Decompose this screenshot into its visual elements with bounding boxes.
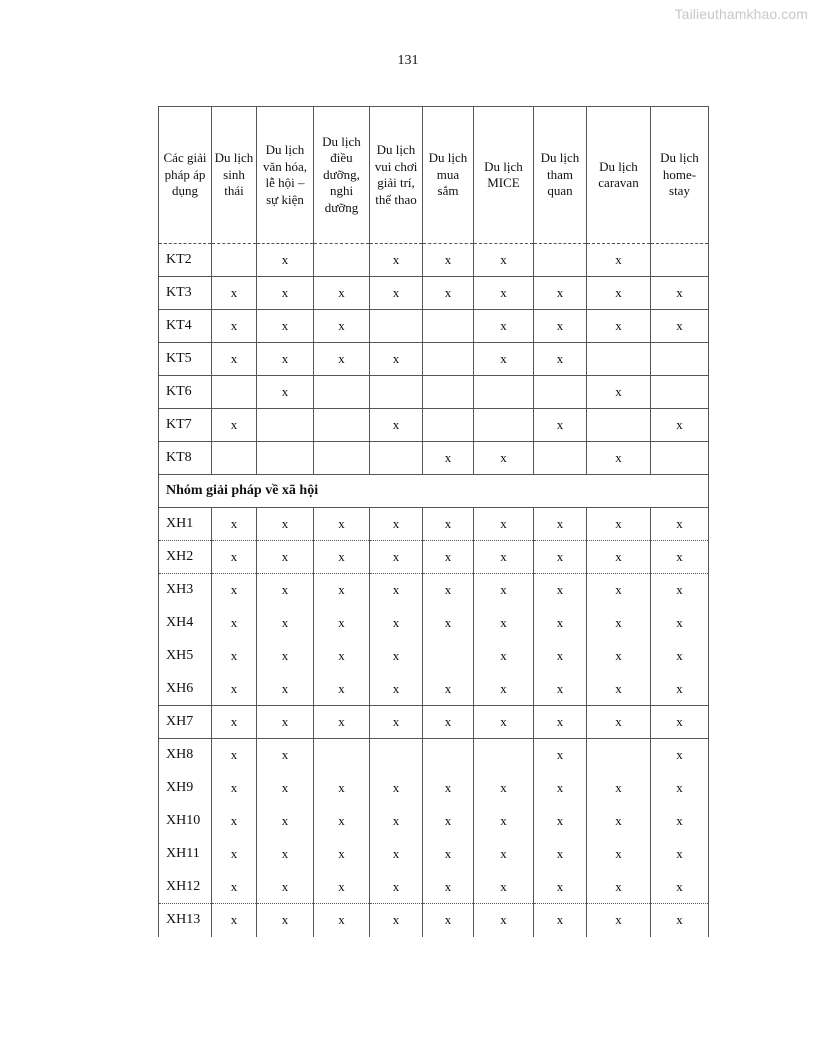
table-row	[159, 904, 709, 937]
applicability-cell: x	[370, 409, 423, 442]
applicability-cell: x	[423, 607, 474, 640]
applicability-cell	[534, 376, 587, 409]
applicability-cell: x	[587, 310, 651, 343]
applicability-cell: x	[651, 508, 709, 541]
table-row	[159, 277, 709, 310]
applicability-cell: x	[474, 574, 534, 607]
row-label: XH7	[159, 706, 212, 739]
applicability-cell	[651, 244, 709, 277]
applicability-cell: x	[212, 343, 257, 376]
applicability-cell: x	[314, 838, 370, 871]
applicability-cell: x	[314, 706, 370, 739]
applicability-cell: x	[587, 805, 651, 838]
applicability-cell: x	[587, 871, 651, 904]
applicability-cell: x	[314, 508, 370, 541]
applicability-cell: x	[651, 871, 709, 904]
applicability-cell: x	[587, 277, 651, 310]
applicability-cell: x	[370, 673, 423, 706]
applicability-cell: x	[212, 871, 257, 904]
applicability-cell: x	[587, 706, 651, 739]
applicability-cell: x	[314, 277, 370, 310]
applicability-cell	[651, 376, 709, 409]
header-cell: Du lịch điều dưỡng, nghi dưỡng	[314, 107, 370, 244]
table-row	[159, 805, 709, 838]
applicability-cell: x	[423, 541, 474, 574]
applicability-cell	[534, 244, 587, 277]
header-cell: Du lịch mua sắm	[423, 107, 474, 244]
applicability-cell: x	[534, 805, 587, 838]
applicability-cell: x	[212, 277, 257, 310]
row-label: XH2	[159, 541, 212, 574]
table-row	[159, 739, 709, 772]
applicability-cell: x	[212, 739, 257, 772]
applicability-cell	[370, 739, 423, 772]
applicability-cell: x	[257, 541, 314, 574]
applicability-cell: x	[474, 607, 534, 640]
applicability-cell: x	[257, 904, 314, 937]
row-label: XH8	[159, 739, 212, 772]
header-cell: Du lịch tham quan	[534, 107, 587, 244]
applicability-cell: x	[212, 904, 257, 937]
applicability-cell: x	[423, 772, 474, 805]
applicability-cell: x	[423, 805, 474, 838]
applicability-cell	[257, 409, 314, 442]
applicability-cell	[212, 442, 257, 475]
row-label: XH6	[159, 673, 212, 706]
applicability-cell	[423, 310, 474, 343]
applicability-cell: x	[212, 706, 257, 739]
applicability-cell: x	[212, 640, 257, 673]
applicability-cell: x	[474, 805, 534, 838]
applicability-cell: x	[423, 904, 474, 937]
applicability-cell: x	[257, 673, 314, 706]
applicability-cell	[651, 343, 709, 376]
applicability-cell: x	[314, 343, 370, 376]
applicability-cell: x	[257, 244, 314, 277]
row-label: XH12	[159, 871, 212, 904]
applicability-cell: x	[474, 244, 534, 277]
applicability-cell	[257, 442, 314, 475]
applicability-cell: x	[212, 310, 257, 343]
table-row	[159, 343, 709, 376]
applicability-cell: x	[587, 904, 651, 937]
applicability-cell: x	[474, 838, 534, 871]
applicability-cell: x	[314, 640, 370, 673]
applicability-cell: x	[314, 805, 370, 838]
applicability-cell	[370, 376, 423, 409]
applicability-cell: x	[534, 871, 587, 904]
applicability-cell	[587, 739, 651, 772]
row-label: XH5	[159, 640, 212, 673]
applicability-cell: x	[474, 904, 534, 937]
applicability-cell: x	[423, 508, 474, 541]
applicability-cell: x	[474, 508, 534, 541]
table-row	[159, 772, 709, 805]
applicability-cell	[314, 442, 370, 475]
applicability-cell: x	[587, 541, 651, 574]
row-label: KT3	[159, 277, 212, 310]
applicability-cell: x	[257, 376, 314, 409]
applicability-cell: x	[474, 310, 534, 343]
header-cell: Các giải pháp áp dụng	[159, 107, 212, 244]
applicability-cell	[212, 244, 257, 277]
applicability-cell: x	[651, 706, 709, 739]
applicability-cell	[423, 739, 474, 772]
applicability-cell: x	[314, 310, 370, 343]
applicability-cell: x	[651, 772, 709, 805]
applicability-cell	[587, 343, 651, 376]
applicability-cell: x	[257, 508, 314, 541]
applicability-cell: x	[370, 541, 423, 574]
row-label: KT4	[159, 310, 212, 343]
applicability-cell: x	[534, 574, 587, 607]
applicability-cell: x	[534, 772, 587, 805]
applicability-cell: x	[212, 508, 257, 541]
applicability-cell: x	[587, 640, 651, 673]
applicability-cell: x	[423, 673, 474, 706]
applicability-cell: x	[534, 739, 587, 772]
applicability-cell: x	[314, 871, 370, 904]
applicability-cell	[314, 409, 370, 442]
applicability-cell: x	[212, 409, 257, 442]
applicability-cell: x	[534, 673, 587, 706]
table-row	[159, 409, 709, 442]
table-row	[159, 640, 709, 673]
applicability-cell: x	[474, 442, 534, 475]
applicability-cell: x	[370, 607, 423, 640]
row-label: XH4	[159, 607, 212, 640]
table-row	[159, 673, 709, 706]
applicability-cell	[314, 376, 370, 409]
applicability-cell: x	[257, 706, 314, 739]
table-row	[159, 541, 709, 574]
applicability-cell: x	[370, 805, 423, 838]
applicability-cell: x	[474, 772, 534, 805]
row-label: XH13	[159, 904, 212, 937]
applicability-cell: x	[423, 277, 474, 310]
row-label: XH9	[159, 772, 212, 805]
row-label: KT8	[159, 442, 212, 475]
row-label: KT2	[159, 244, 212, 277]
applicability-cell: x	[370, 277, 423, 310]
applicability-cell: x	[534, 838, 587, 871]
group-title: Nhóm giải pháp về xã hội	[159, 475, 709, 508]
applicability-cell: x	[257, 871, 314, 904]
applicability-cell: x	[314, 607, 370, 640]
applicability-cell	[474, 409, 534, 442]
applicability-cell: x	[212, 772, 257, 805]
applicability-cell: x	[587, 838, 651, 871]
applicability-cell: x	[534, 706, 587, 739]
row-label: XH3	[159, 574, 212, 607]
applicability-cell: x	[314, 541, 370, 574]
applicability-cell: x	[314, 673, 370, 706]
applicability-cell: x	[651, 541, 709, 574]
applicability-cell: x	[534, 508, 587, 541]
applicability-cell: x	[257, 772, 314, 805]
applicability-cell: x	[534, 640, 587, 673]
applicability-cell: x	[534, 904, 587, 937]
applicability-cell: x	[212, 805, 257, 838]
applicability-cell: x	[423, 838, 474, 871]
applicability-cell: x	[474, 706, 534, 739]
applicability-cell: x	[423, 442, 474, 475]
applicability-cell: x	[370, 244, 423, 277]
row-label: KT6	[159, 376, 212, 409]
table-row	[159, 376, 709, 409]
applicability-cell: x	[370, 706, 423, 739]
applicability-cell: x	[587, 376, 651, 409]
table-row	[159, 871, 709, 904]
applicability-cell: x	[651, 838, 709, 871]
applicability-cell: x	[651, 277, 709, 310]
applicability-cell: x	[474, 277, 534, 310]
table-row	[159, 838, 709, 871]
applicability-cell: x	[212, 673, 257, 706]
applicability-cell: x	[474, 871, 534, 904]
applicability-cell: x	[257, 607, 314, 640]
page-number: 131	[397, 53, 419, 68]
applicability-cell: x	[651, 640, 709, 673]
applicability-cell: x	[587, 244, 651, 277]
applicability-cell: x	[370, 772, 423, 805]
applicability-cell	[423, 343, 474, 376]
watermark: Tailieuthamkhao.com	[674, 6, 808, 22]
applicability-cell: x	[651, 607, 709, 640]
row-label: XH1	[159, 508, 212, 541]
applicability-cell: x	[534, 409, 587, 442]
row-label: KT5	[159, 343, 212, 376]
applicability-cell	[474, 376, 534, 409]
applicability-cell: x	[257, 640, 314, 673]
applicability-cell: x	[474, 640, 534, 673]
social-group-header	[159, 475, 709, 508]
applicability-cell	[423, 376, 474, 409]
applicability-cell: x	[370, 904, 423, 937]
applicability-cell	[534, 442, 587, 475]
header-cell: Du lịch vui chơi giải trí, thể thao	[370, 107, 423, 244]
applicability-cell: x	[257, 277, 314, 310]
row-label: KT7	[159, 409, 212, 442]
table-row	[159, 574, 709, 607]
applicability-cell: x	[651, 805, 709, 838]
table-row	[159, 244, 709, 277]
table-row	[159, 706, 709, 739]
applicability-cell: x	[370, 508, 423, 541]
applicability-cell: x	[651, 904, 709, 937]
table-row	[159, 442, 709, 475]
applicability-cell: x	[212, 607, 257, 640]
applicability-cell: x	[257, 310, 314, 343]
applicability-cell	[423, 409, 474, 442]
applicability-cell: x	[370, 574, 423, 607]
applicability-cell: x	[423, 244, 474, 277]
applicability-cell: x	[314, 574, 370, 607]
table-row	[159, 508, 709, 541]
applicability-cell	[314, 244, 370, 277]
applicability-cell: x	[314, 904, 370, 937]
applicability-cell: x	[370, 640, 423, 673]
header-cell: Du lịch caravan	[587, 107, 651, 244]
applicability-cell	[314, 739, 370, 772]
applicability-cell: x	[257, 343, 314, 376]
applicability-cell: x	[651, 310, 709, 343]
row-label: XH11	[159, 838, 212, 871]
applicability-cell: x	[370, 838, 423, 871]
applicability-cell	[651, 442, 709, 475]
table-row	[159, 310, 709, 343]
header-cell: Du lịch văn hóa, lễ hội – sự kiện	[257, 107, 314, 244]
social-solutions-rows	[159, 508, 709, 937]
applicability-cell: x	[212, 541, 257, 574]
applicability-cell: x	[370, 871, 423, 904]
group-title-row	[159, 475, 709, 508]
applicability-cell: x	[257, 739, 314, 772]
applicability-cell: x	[423, 574, 474, 607]
applicability-cell: x	[651, 673, 709, 706]
applicability-cell: x	[257, 574, 314, 607]
applicability-cell	[212, 376, 257, 409]
applicability-cell: x	[534, 343, 587, 376]
header-cell: Du lịch sinh thái	[212, 107, 257, 244]
applicability-cell: x	[534, 607, 587, 640]
applicability-cell: x	[587, 442, 651, 475]
applicability-cell: x	[474, 343, 534, 376]
header-row	[159, 107, 709, 244]
applicability-cell: x	[257, 805, 314, 838]
applicability-cell	[370, 442, 423, 475]
row-label: XH10	[159, 805, 212, 838]
applicability-cell: x	[257, 838, 314, 871]
applicability-cell: x	[587, 574, 651, 607]
applicability-cell: x	[423, 706, 474, 739]
applicability-cell: x	[212, 574, 257, 607]
table-row	[159, 607, 709, 640]
economic-solutions-rows	[159, 244, 709, 475]
applicability-cell: x	[587, 508, 651, 541]
solutions-table	[158, 106, 709, 937]
applicability-cell: x	[534, 541, 587, 574]
applicability-cell: x	[587, 673, 651, 706]
applicability-cell: x	[651, 409, 709, 442]
applicability-cell: x	[587, 607, 651, 640]
applicability-cell: x	[587, 772, 651, 805]
applicability-cell: x	[474, 673, 534, 706]
applicability-cell: x	[534, 277, 587, 310]
applicability-cell: x	[534, 310, 587, 343]
applicability-cell	[474, 739, 534, 772]
applicability-cell: x	[370, 343, 423, 376]
applicability-cell	[423, 640, 474, 673]
header-cell: Du lịch home-stay	[651, 107, 709, 244]
header-cell: Du lịch MICE	[474, 107, 534, 244]
applicability-cell	[587, 409, 651, 442]
applicability-cell: x	[314, 772, 370, 805]
applicability-cell: x	[212, 838, 257, 871]
applicability-cell: x	[651, 574, 709, 607]
applicability-cell: x	[474, 541, 534, 574]
applicability-cell: x	[651, 739, 709, 772]
applicability-cell	[370, 310, 423, 343]
applicability-cell: x	[423, 871, 474, 904]
